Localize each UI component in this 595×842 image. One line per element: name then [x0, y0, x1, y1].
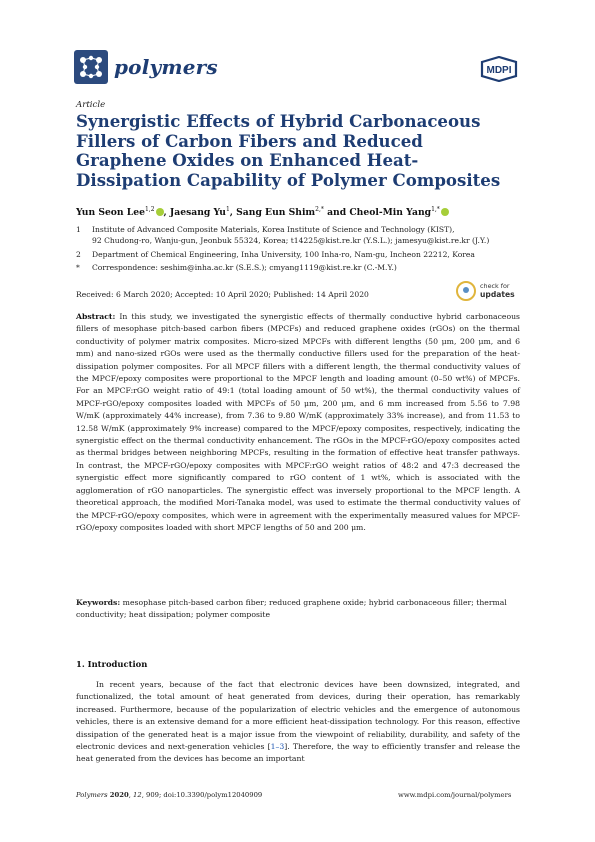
intro-text: In recent years, because of the fact that electronic devices have been downsized, integrated, and functionalized, the total amount of heat generated from devices, during their operation, has remarkably increased. Furthermore, because of the popularization of electric vehicles and the emergence of autonomous vehicles, there is an extensive demand for a more efficient heat-dissipation technology. For this reason, effective dissipation of the generated heat is a major issue from the viewpoint of reliability, durability, and safety of the electronic devices and next-generation vehicles [	[76, 680, 520, 752]
article-title: Synergistic Effects of Hybrid Carbonaceous Fillers of Carbon Fibers and Reduced Graphene Oxides on Enhanced Heat-Dissipation Capability of Polymer Composites	[76, 111, 501, 190]
footer-year: 2020	[109, 791, 129, 799]
article-type: Article	[76, 100, 106, 110]
orcid-icon[interactable]	[441, 208, 449, 216]
author-affiliation-marker: 1	[225, 206, 230, 213]
citation-link[interactable]: 1–3	[270, 742, 285, 752]
mdpi-logo-icon	[478, 56, 520, 86]
affiliation-number: *	[76, 263, 80, 272]
affiliation-text: Department of Chemical Engineering, Inha University, 100 Inha-ro, Nam-gu, Incheon 22212, Korea	[92, 250, 475, 259]
keywords	[76, 597, 520, 622]
introduction-paragraph	[76, 679, 520, 766]
footer-doi: , 909; doi:10.3390/polym12040909	[141, 791, 263, 799]
abstract	[76, 311, 520, 534]
keywords-label: Keywords:	[76, 598, 121, 607]
footer-url[interactable]: www.mdpi.com/journal/polymers	[398, 791, 512, 799]
author-affiliation-marker: 1,*	[431, 206, 440, 213]
journal-name: polymers	[114, 55, 218, 79]
check-for-updates-button[interactable]	[456, 280, 526, 304]
author-name: Sang Eun Shim	[236, 207, 316, 218]
publication-dates: Received: 6 March 2020; Accepted: 10 April 2020; Published: 14 April 2020	[76, 290, 369, 299]
affiliation-number: 2	[76, 250, 81, 259]
correspondence-text: Correspondence: seshim@inha.ac.kr (S.E.S.); cmyang1119@kist.re.kr (C.-M.Y.)	[92, 263, 397, 272]
abstract-text: In this study, we investigated the synergistic effects of thermally conductive hybrid carbonaceous fillers of mesophase pitch-based carbon fibers (MPCFs) and reduced graphene oxides (rGOs) on the thermal conductivity of polymer matrix composites. Micro-sized MPCFs with different lengths (50 μm, 200 μm, and 6 mm) and nano-sized rGOs were used as the thermally conductive fillers used for the preparation of the heat-dissipation polymer composites. For all MPCF fillers with a different length, the thermal conductivity values of the MPCF/epoxy composites were proportional to the MPCF length and loading amount (0–50 wt%) of MPCFs. For an MPCF:rGO weight ratio of 49:1 (total loading amount of 50 wt%), the thermal conductivity values of MPCF-rGO/epoxy composites loaded with MPCFs of 50 μm, 200 μm, and 6 mm increased from 5.56 to 7.98 W/mK (approximately 44% increase), from 7.36 to 9.80 W/mK (approximately 33% increase), and from 11.53 to 12.58 W/mK (approximately 9% increase) compared to the MPCF/epoxy composites, respectively, indicating the synergistic effect on the thermal conductivity enhancement. The rGOs in the MPCF-rGO/epoxy composites acted as thermal bridges between neighboring MPCFs, resulting in the formation of effective heat transfer pathways. In contrast, the MPCF-rGO/epoxy composites with MPCF:rGO weight ratios of 48:2 and 47:3 decreased the synergistic effect more significantly compared to rGO content of 1 wt%, which is associated with the agglomeration of rGO nanoparticles. The synergistic effect was inversely proportional to the MPCF length. A theoretical approach, the modified Mori-Tanaka model, was used to estimate the thermal conductivity values of the MPCF-rGO/epoxy composites, which were in agreement with the experimentally measured values for MPCF-rGO/epoxy composites loaded with short MPCF lengths of 50 and 200 μm.	[76, 312, 520, 532]
check-for-updates-icon	[456, 281, 476, 301]
affiliation-text: 92 Chudong-ro, Wanju-gun, Jeonbuk 55324, Korea; t14225@kist.re.kr (Y.S.L.); jamesyu@kist.re.kr (J.Y.)	[92, 236, 490, 245]
check-for-updates-line2: updates	[480, 290, 515, 299]
orcid-icon[interactable]	[156, 208, 164, 216]
keywords-text: mesophase pitch-based carbon fiber; reduced graphene oxide; hybrid carbonaceous filler; thermal conductivity; heat dissipation; polymer composite	[76, 598, 507, 620]
footer-citation: Polymers 2020, 12, 909; doi:10.3390/polym12040909	[76, 791, 263, 799]
author-affiliation-marker: 2,*	[315, 206, 324, 213]
polymers-logo-icon	[74, 50, 108, 84]
author-name: Cheol-Min Yang	[349, 207, 432, 218]
footer-volume: 12	[133, 791, 142, 799]
author-name: Yun Seon Lee	[76, 207, 145, 218]
intro-text-continued: ]. Therefore, the way to efficiently transfer and release the heat generated from the devices has become an important	[76, 742, 520, 764]
author-affiliation-marker: 1,2	[144, 206, 155, 213]
check-for-updates-line1: check for	[480, 282, 510, 290]
affiliation-number: 1	[76, 225, 81, 234]
section-heading: 1. Introduction	[76, 659, 148, 669]
author-list: Yun Seon Lee$^{1,2}$ , Jaesang Yu$^1$, Sang Eun Shim$^{2,*}$ and Cheol-Min Yang$^{1,*}$	[76, 206, 536, 218]
abstract-label: Abstract:	[76, 312, 116, 321]
affiliation-text: Institute of Advanced Composite Materials, Korea Institute of Science and Technology (KIST),	[92, 225, 455, 234]
footer-journal: Polymers	[76, 791, 108, 799]
author-name: Jaesang Yu	[169, 207, 226, 218]
mdpi-logo-text: MDPI	[486, 65, 512, 76]
